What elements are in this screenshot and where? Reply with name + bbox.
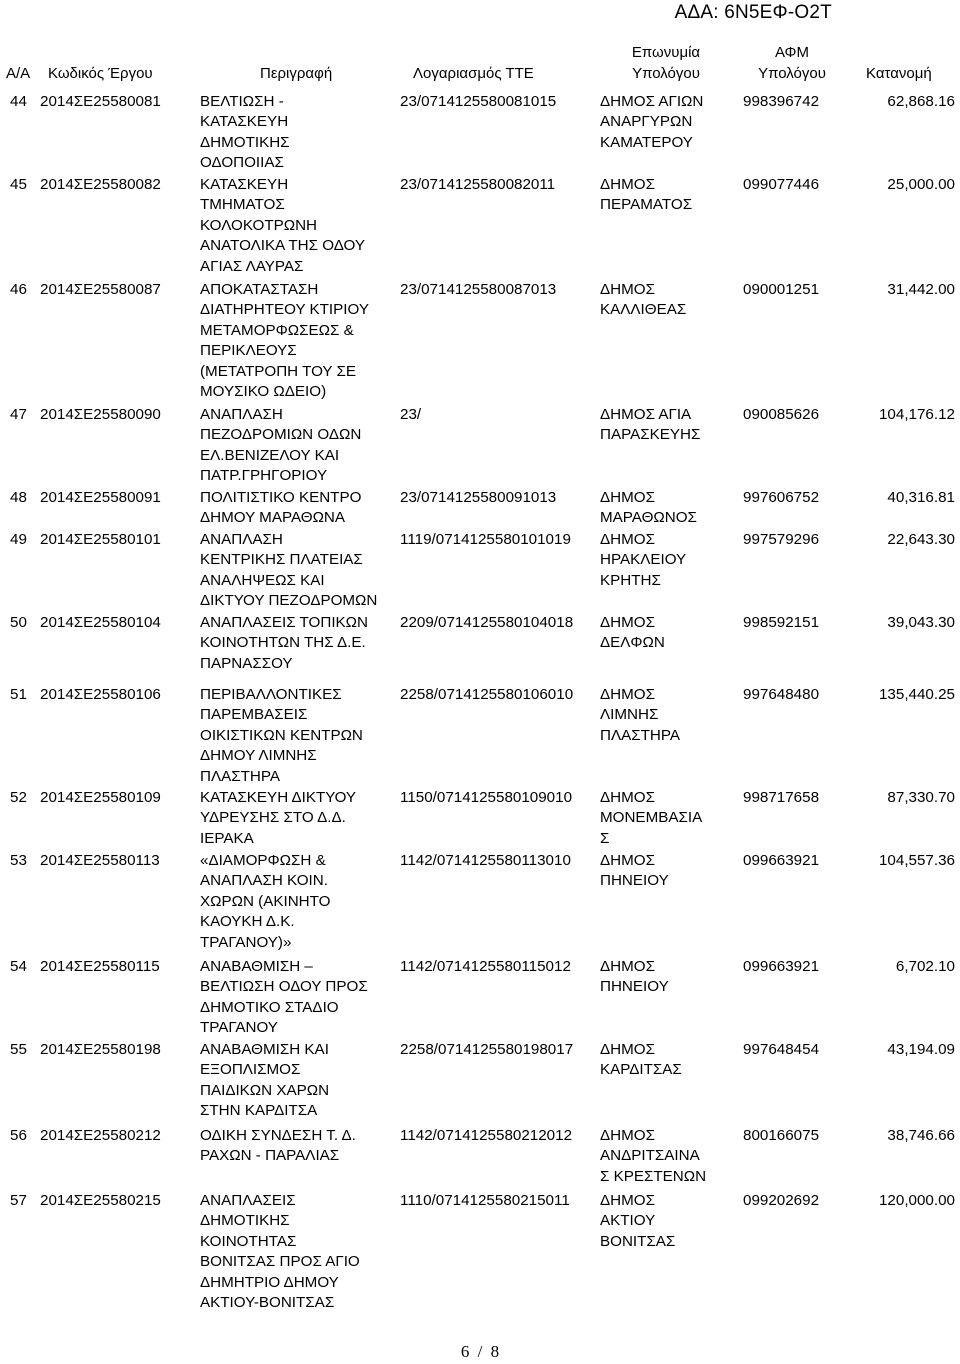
- row-number: 54: [10, 958, 27, 975]
- row-number: 57: [10, 1192, 27, 1209]
- tax-id: 998717658: [743, 789, 820, 806]
- header-code: Κωδικός Έργου: [48, 64, 153, 82]
- account-number: 23/0714125580091013: [400, 489, 557, 506]
- account-number: 2258/0714125580106010: [400, 686, 574, 703]
- project-description: ΑΝΑΠΛΑΣΕΙΣ ΤΟΠΙΚΩΝ ΚΟΙΝΟΤΗΤΩΝ ΤΗΣ Δ.Ε. ΠΑΡΝΑΣΣΟΥ: [200, 614, 368, 672]
- project-description: ΠΟΛΙΤΙΣΤΙΚΟ ΚΕΝΤΡΟ ΔΗΜΟΥ ΜΑΡΑΘΩΝΑ: [200, 489, 362, 527]
- project-description: ΑΝΑΠΛΑΣΕΙΣ ΔΗΜΟΤΙΚΗΣ ΚΟΙΝΟΤΗΤΑΣ ΒΟΝΙΤΣΑΣ ΠΡΟΣ ΑΓΙΟ ΔΗΜΗΤΡΙΟ ΔΗΜΟΥ ΑΚΤΙΟΥ-ΒΟΝΙΤΣΑΣ: [200, 1192, 360, 1312]
- project-code: 2014ΣΕ25580087: [40, 281, 161, 298]
- beneficiary-name: ΔΗΜΟΣ ΠΗΝΕΙΟΥ: [600, 958, 669, 996]
- row-number: 56: [10, 1127, 27, 1144]
- project-code: 2014ΣΕ25580212: [40, 1127, 161, 1144]
- allocation-amount: 135,440.25: [878, 686, 955, 703]
- allocation-amount: 62,868.16: [887, 93, 955, 110]
- row-number: 45: [10, 176, 27, 193]
- account-number: 23/0714125580081015: [400, 93, 557, 110]
- project-description: ΑΝΑΒΑΘΜΙΣΗ ΚΑΙ ΕΞΟΠΛΙΣΜΟΣ ΠΑΙΔΙΚΩΝ ΧΑΡΩΝ ΣΤΗΝ ΚΑΡΔΙΤΣΑ: [200, 1041, 330, 1120]
- header-amount: Κατανομή: [866, 64, 932, 82]
- project-code: 2014ΣΕ25580082: [40, 176, 161, 193]
- project-code: 2014ΣΕ25580215: [40, 1192, 161, 1209]
- beneficiary-name: ΔΗΜΟΣ ΑΚΤΙΟΥ ΒΟΝΙΤΣΑΣ: [600, 1192, 676, 1250]
- account-number: 2258/0714125580198017: [400, 1041, 574, 1058]
- beneficiary-name: ΔΗΜΟΣ ΠΕΡΑΜΑΤΟΣ: [600, 176, 693, 214]
- account-number: 1110/0714125580215011: [400, 1192, 570, 1209]
- beneficiary-name: ΔΗΜΟΣ ΗΡΑΚΛΕΙΟΥ ΚΡΗΤΗΣ: [600, 531, 687, 589]
- allocation-amount: 39,043.30: [887, 614, 955, 631]
- project-code: 2014ΣΕ25580104: [40, 614, 161, 631]
- row-number: 49: [10, 531, 27, 548]
- allocation-amount: 120,000.00: [878, 1192, 955, 1209]
- account-number: 23/0714125580082011: [400, 176, 556, 193]
- allocation-amount: 6,702.10: [895, 958, 955, 975]
- project-code: 2014ΣΕ25580091: [40, 489, 161, 506]
- project-code: 2014ΣΕ25580198: [40, 1041, 161, 1058]
- beneficiary-name: ΔΗΜΟΣ ΑΓΙΑ ΠΑΡΑΣΚΕΥΗΣ: [600, 406, 701, 444]
- header-aa: Α/Α: [6, 64, 31, 82]
- row-number: 51: [10, 686, 27, 703]
- project-description: ΒΕΛΤΙΩΣΗ - ΚΑΤΑΣΚΕΥΗ ΔΗΜΟΤΙΚΗΣ ΟΔΟΠΟΙΙΑΣ: [200, 93, 290, 172]
- beneficiary-name: ΔΗΜΟΣ ΛΙΜΝΗΣ ΠΛΑΣΤΗΡΑ: [600, 686, 681, 744]
- account-number: 1142/0714125580113010: [400, 852, 571, 869]
- row-number: 55: [10, 1041, 27, 1058]
- tax-id: 997648480: [743, 686, 820, 703]
- tax-id: 099202692: [743, 1192, 820, 1209]
- project-description: ΑΝΑΒΑΘΜΙΣΗ – ΒΕΛΤΙΩΣΗ ΟΔΟΥ ΠΡΟΣ ΔΗΜΟΤΙΚΟ ΣΤΑΔΙΟ ΤΡΑΓΑΝΟΥ: [200, 958, 368, 1037]
- row-number: 50: [10, 614, 27, 631]
- allocation-amount: 31,442.00: [887, 281, 955, 298]
- tax-id: 997648454: [743, 1041, 820, 1058]
- project-code: 2014ΣΕ25580090: [40, 406, 161, 423]
- project-description: ΟΔΙΚΗ ΣΥΝΔΕΣΗ Τ. Δ. ΡΑΧΩΝ - ΠΑΡΑΛΙΑΣ: [200, 1127, 356, 1165]
- beneficiary-name: ΔΗΜΟΣ ΑΝΔΡΙΤΣΑΙΝΑ Σ ΚΡΕΣΤΕΝΩΝ: [600, 1127, 707, 1185]
- project-code: 2014ΣΕ25580106: [40, 686, 161, 703]
- row-number: 44: [10, 93, 27, 110]
- page-current: 6: [460, 1342, 470, 1361]
- header-beneficiary: Επωνυμία Υπολόγου: [631, 44, 701, 82]
- tax-id: 099663921: [743, 852, 820, 869]
- beneficiary-name: ΔΗΜΟΣ ΔΕΛΦΩΝ: [600, 614, 665, 652]
- account-number: 1142/0714125580115012: [400, 958, 571, 975]
- ada-code: ΑΔΑ: 6Ν5ΕΦ-Ο2Τ: [674, 2, 832, 23]
- project-code: 2014ΣΕ25580113: [40, 852, 160, 869]
- account-number: 1150/0714125580109010: [400, 789, 573, 806]
- account-number: 2209/0714125580104018: [400, 614, 574, 631]
- beneficiary-name: ΔΗΜΟΣ ΚΑΡΔΙΤΣΑΣ: [600, 1041, 682, 1079]
- account-number: 23/: [400, 406, 422, 423]
- tax-id: 998396742: [743, 93, 820, 110]
- project-code: 2014ΣΕ25580109: [40, 789, 161, 806]
- beneficiary-name: ΔΗΜΟΣ ΜΟΝΕΜΒΑΣΙΑ Σ: [600, 789, 703, 847]
- page-separator: /: [477, 1342, 483, 1361]
- allocation-amount: 22,643.30: [887, 531, 955, 548]
- account-number: 23/0714125580087013: [400, 281, 557, 298]
- beneficiary-name: ΔΗΜΟΣ ΜΑΡΑΘΩΝΟΣ: [600, 489, 697, 527]
- project-code: 2014ΣΕ25580115: [40, 958, 160, 975]
- project-description: «ΔΙΑΜΟΡΦΩΣΗ & ΑΝΑΠΛΑΣΗ ΚΟΙΝ. ΧΩΡΩΝ (ΑΚΙΝΗΤΟ ΚΑΟΥΚΗ Δ.Κ. ΤΡΑΓΑΝΟΥ)»: [200, 852, 331, 951]
- project-description: ΚΑΤΑΣΚΕΥΗ ΔΙΚΤΥΟΥ ΥΔΡΕΥΣΗΣ ΣΤΟ Δ.Δ. ΙΕΡΑΚΑ: [200, 789, 357, 847]
- tax-id: 800166075: [743, 1127, 820, 1144]
- project-description: ΠΕΡΙΒΑΛΛΟΝΤΙΚΕΣ ΠΑΡΕΜΒΑΣΕΙΣ ΟΙΚΙΣΤΙΚΩΝ ΚΕΝΤΡΩΝ ΔΗΜΟΥ ΛΙΜΝΗΣ ΠΛΑΣΤΗΡΑ: [200, 686, 363, 785]
- tax-id: 997606752: [743, 489, 820, 506]
- allocation-amount: 104,557.36: [878, 852, 955, 869]
- beneficiary-name: ΔΗΜΟΣ ΠΗΝΕΙΟΥ: [600, 852, 669, 890]
- tax-id: 997579296: [743, 531, 820, 548]
- tax-id: 099077446: [743, 176, 820, 193]
- allocation-amount: 38,746.66: [887, 1127, 955, 1144]
- header-account: Λογαριασμός ΤΤΕ: [413, 64, 534, 82]
- project-code: 2014ΣΕ25580101: [40, 531, 161, 548]
- allocation-amount: 87,330.70: [887, 789, 955, 806]
- table-header: [0, 40, 960, 90]
- header-afm: ΑΦΜ Υπολόγου: [758, 44, 826, 82]
- project-description: ΑΝΑΠΛΑΣΗ ΚΕΝΤΡΙΚΗΣ ΠΛΑΤΕΙΑΣ ΑΝΑΛΗΨΕΩΣ ΚΑΙ ΔΙΚΤΥΟΥ ΠΕΖΟΔΡΟΜΩΝ: [200, 531, 378, 610]
- account-number: 1119/0714125580101019: [400, 531, 571, 548]
- allocation-amount: 43,194.09: [887, 1041, 955, 1058]
- allocation-amount: 40,316.81: [887, 489, 955, 506]
- project-description: ΑΠΟΚΑΤΑΣΤΑΣΗ ΔΙΑΤΗΡΗΤΕΟΥ ΚΤΙΡΙΟΥ ΜΕΤΑΜΟΡΦΩΣΕΩΣ & ΠΕΡΙΚΛΕΟΥΣ (ΜΕΤΑΤΡΟΠΗ ΤΟΥ ΣΕ ΜΟΥΣΙΚΟ ΩΔΕΙΟ): [200, 281, 369, 401]
- tax-id: 099663921: [743, 958, 820, 975]
- allocation-amount: 25,000.00: [887, 176, 955, 193]
- tax-id: 998592151: [743, 614, 820, 631]
- project-description: ΚΑΤΑΣΚΕΥΗ ΤΜΗΜΑΤΟΣ ΚΟΛΟΚΟΤΡΩΝΗ ΑΝΑΤΟΛΙΚΑ ΤΗΣ ΟΔΟΥ ΑΓΙΑΣ ΛΑΥΡΑΣ: [200, 176, 365, 275]
- tax-id: 090085626: [743, 406, 820, 423]
- row-number: 52: [10, 789, 27, 806]
- tax-id: 090001251: [743, 281, 820, 298]
- allocation-amount: 104,176.12: [878, 406, 955, 423]
- row-number: 47: [10, 406, 27, 423]
- account-number: 1142/0714125580212012: [400, 1127, 573, 1144]
- row-number: 53: [10, 852, 27, 869]
- page-number: [0, 1342, 960, 1362]
- row-number: 46: [10, 281, 27, 298]
- row-number: 48: [10, 489, 27, 506]
- beneficiary-name: ΔΗΜΟΣ ΑΓΙΩΝ ΑΝΑΡΓΥΡΩΝ ΚΑΜΑΤΕΡΟΥ: [600, 93, 704, 151]
- beneficiary-name: ΔΗΜΟΣ ΚΑΛΛΙΘΕΑΣ: [600, 281, 687, 319]
- header-description: Περιγραφή: [260, 64, 333, 82]
- project-description: ΑΝΑΠΛΑΣΗ ΠΕΖΟΔΡΟΜΙΩΝ ΟΔΩΝ ΕΛ.ΒΕΝΙΖΕΛΟΥ ΚΑΙ ΠΑΤΡ.ΓΡΗΓΟΡΙΟΥ: [200, 406, 362, 485]
- project-code: 2014ΣΕ25580081: [40, 93, 161, 110]
- page-total: 8: [490, 1342, 500, 1361]
